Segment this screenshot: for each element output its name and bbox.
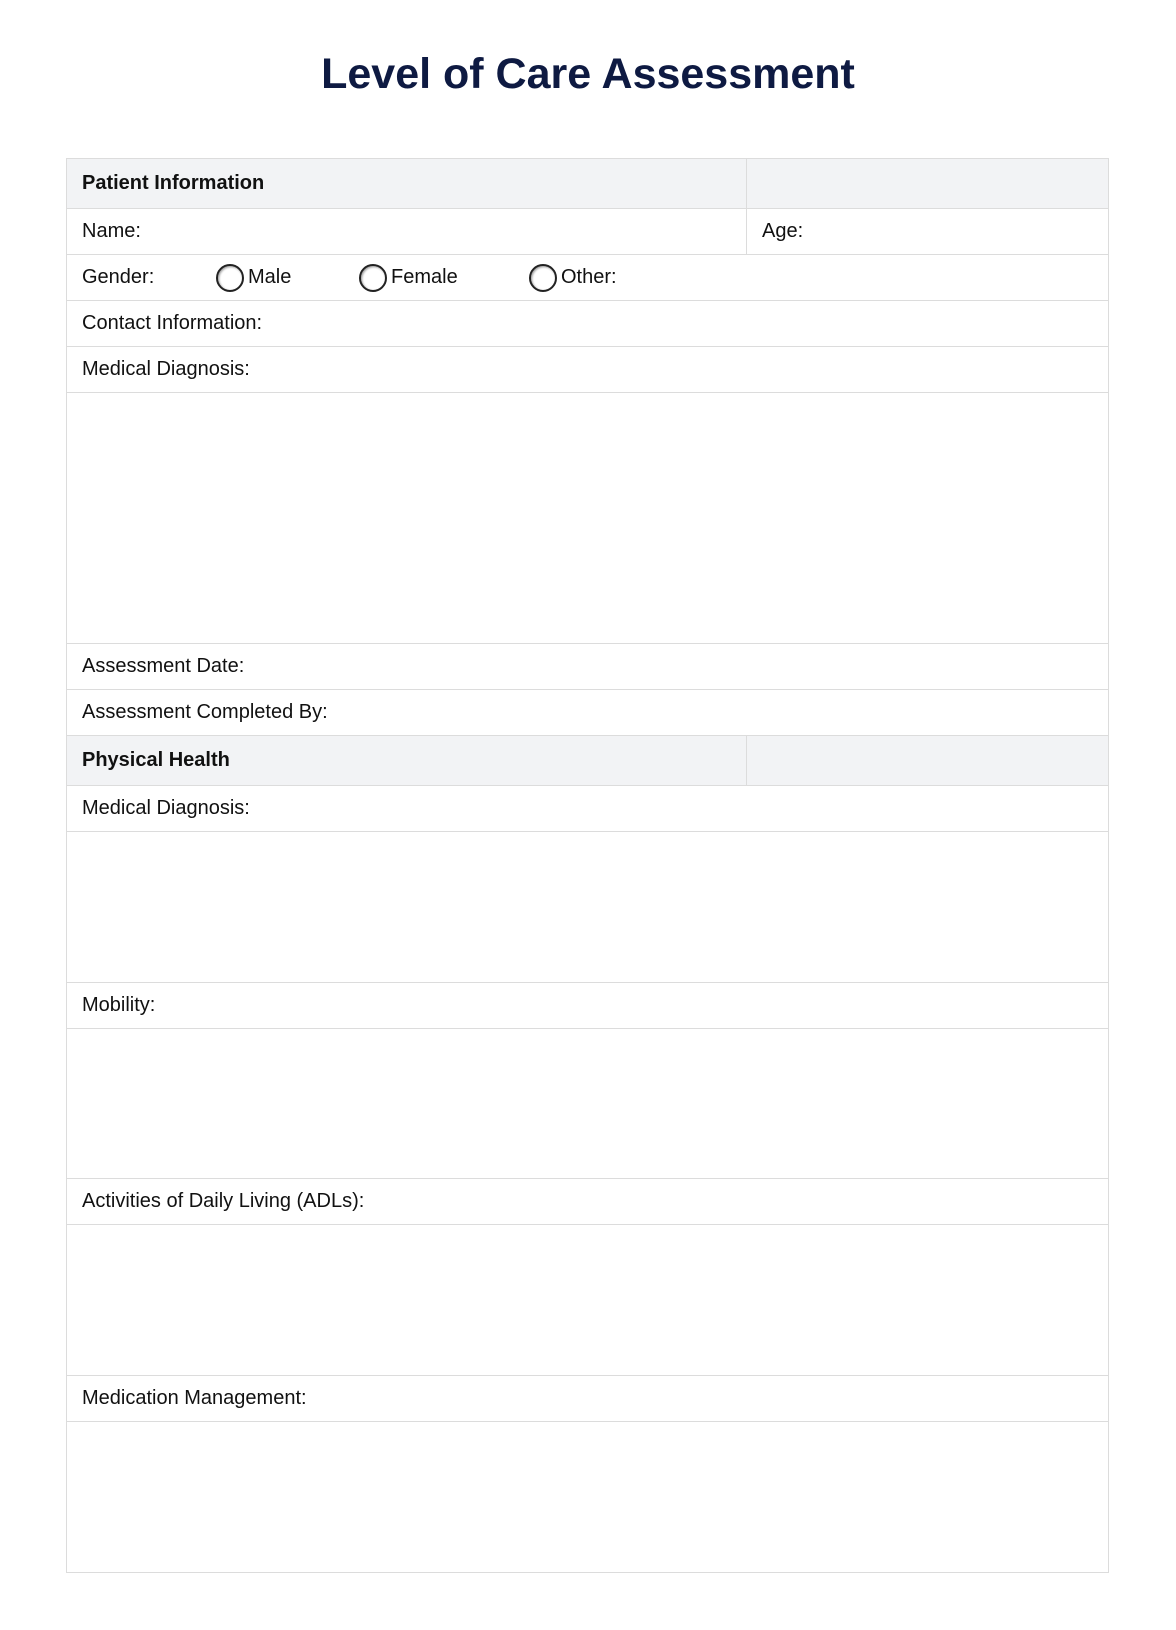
medication-input-area[interactable] [67,1422,1108,1572]
adl-input-area[interactable] [67,1225,1108,1376]
radio-circle-icon [359,264,387,292]
gender-radio-male[interactable]: Male [216,264,359,292]
ph-diagnosis-row [67,786,1108,832]
contact-label: Contact Information: [82,312,263,334]
assessment-date-row [67,644,1108,690]
gender-label: Gender: [82,266,155,288]
medication-row [67,1376,1108,1422]
completed-by-label: Assessment Completed By: [82,701,328,723]
diagnosis-row [67,347,1108,393]
section-title: Patient Information [67,159,747,208]
assessment-date-label: Assessment Date: [82,655,245,677]
mobility-label: Mobility: [82,994,156,1016]
ph-diagnosis-label: Medical Diagnosis: [82,797,250,819]
page-title: Level of Care Assessment [321,50,855,98]
completed-by-row [67,690,1108,736]
diagnosis-input-area[interactable] [67,393,1108,644]
radio-circle-icon [216,264,244,292]
physical-health-header [67,736,1108,786]
gender-row [67,255,1108,301]
assessment-form-table [66,158,1109,1573]
name-field[interactable]: Name: [67,209,747,254]
ph-diagnosis-input-area[interactable] [67,832,1108,983]
adl-label: Activities of Daily Living (ADLs): [82,1190,365,1212]
age-field[interactable]: Age: [762,220,804,242]
name-age-row [67,209,1108,255]
medication-label: Medication Management: [82,1387,307,1409]
section-title: Physical Health [67,736,747,785]
diagnosis-label: Medical Diagnosis: [82,358,250,380]
radio-circle-icon [529,264,557,292]
mobility-input-area[interactable] [67,1029,1108,1179]
contact-row [67,301,1108,347]
adl-row [67,1179,1108,1225]
gender-radio-female[interactable]: Female [359,264,529,292]
patient-info-header [67,159,1108,209]
gender-radio-other[interactable]: Other: [529,264,617,292]
mobility-row [67,983,1108,1029]
